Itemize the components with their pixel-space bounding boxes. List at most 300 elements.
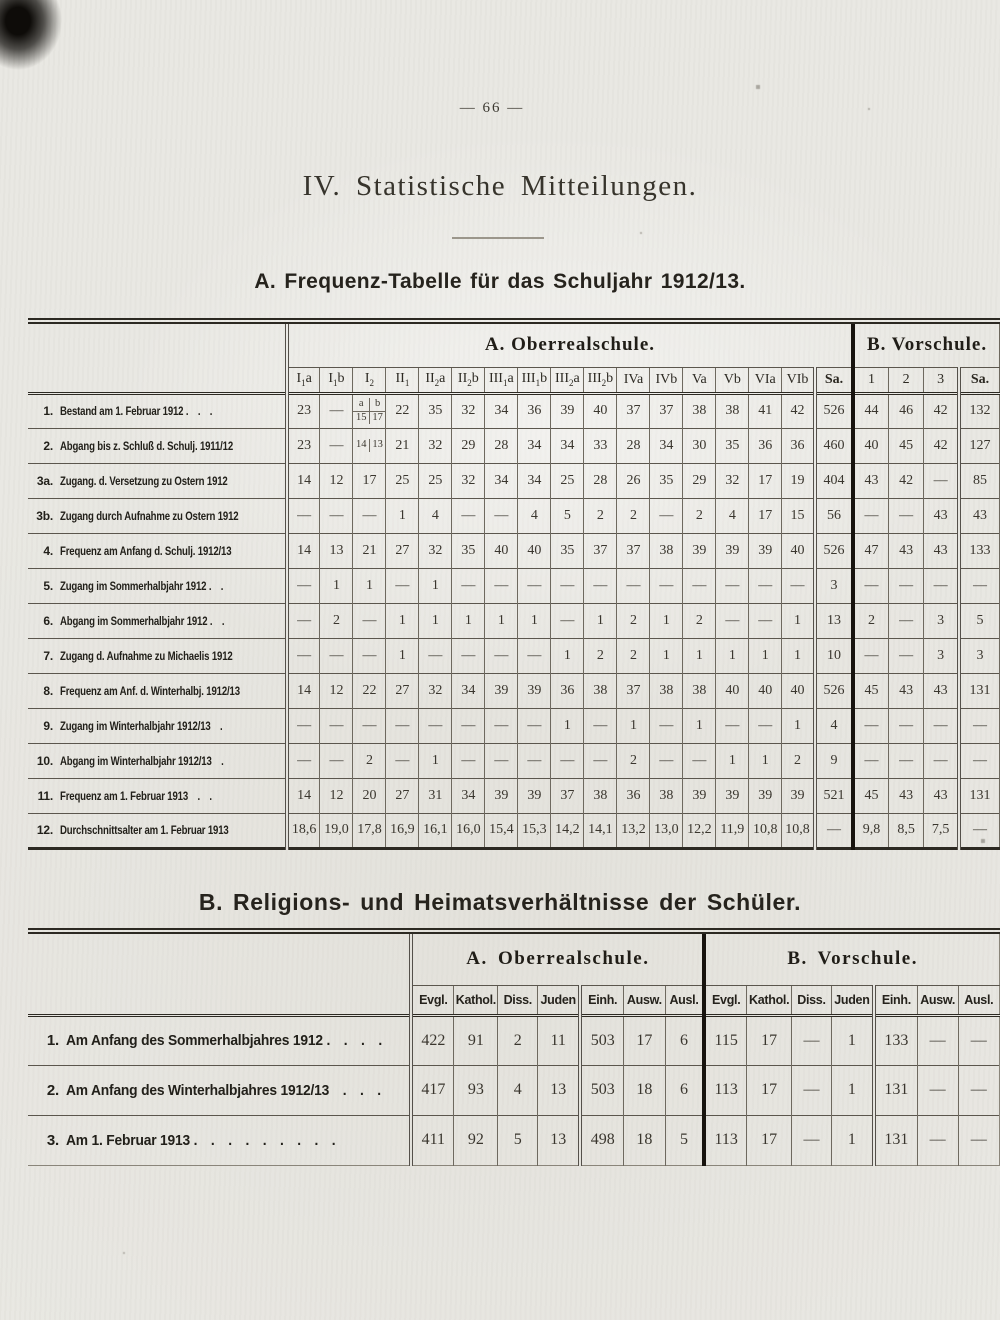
table-cell: 1: [386, 638, 419, 673]
table-cell: 36: [749, 428, 782, 463]
row-label: [28, 638, 287, 673]
table-cell: 113: [704, 1115, 746, 1165]
table-cell: 5: [959, 603, 999, 638]
table-cell: —: [617, 568, 650, 603]
table-cell: —: [518, 638, 551, 673]
table-cell: —: [287, 708, 320, 743]
table-cell: 36: [551, 673, 584, 708]
table-cell: 85: [959, 463, 999, 498]
table-cell: 132: [959, 393, 999, 428]
row-number: 1.: [46, 1032, 59, 1049]
table-cell: 93: [454, 1065, 498, 1115]
table-cell: 1: [650, 603, 683, 638]
row-label: [28, 393, 287, 428]
table-cell: 10: [815, 638, 853, 673]
table-cell: 411: [411, 1115, 453, 1165]
table-cell: 2: [617, 498, 650, 533]
table-cell: 2: [584, 498, 617, 533]
table-cell: 4: [815, 708, 853, 743]
table-cell: 11: [538, 1015, 581, 1065]
table-cell: 29: [452, 428, 485, 463]
column-header: VIa: [749, 367, 782, 393]
table-cell: 32: [716, 463, 749, 498]
table-cell: 1: [584, 603, 617, 638]
table-cell: 39: [749, 533, 782, 568]
column-header: 2: [888, 367, 923, 393]
table-cell: —: [386, 743, 419, 778]
table-cell: —: [320, 638, 353, 673]
table-cell: 1: [551, 638, 584, 673]
table-cell: —: [485, 708, 518, 743]
table-cell: —: [716, 603, 749, 638]
table-cell: 1: [749, 638, 782, 673]
table-cell: 1: [386, 603, 419, 638]
table-cell: 115: [704, 1015, 746, 1065]
table-cell: 34: [518, 428, 551, 463]
table-cell: 1: [320, 568, 353, 603]
table-cell: 1: [683, 708, 716, 743]
row-label-text: Zugang im Sommerhalbjahr 1912 . .: [60, 578, 224, 593]
table-cell: 526: [815, 673, 853, 708]
table-cell: —: [815, 813, 853, 848]
table-cell: 2: [683, 498, 716, 533]
table-cell: 37: [584, 533, 617, 568]
column-header: Diss.: [498, 985, 538, 1015]
table-cell: —: [959, 813, 999, 848]
table-cell: 39: [716, 533, 749, 568]
religion-table: [28, 928, 1000, 1166]
table-cell: 13,2: [617, 813, 650, 848]
column-header: $I_1a$: [287, 367, 320, 393]
table-cell: 9: [815, 743, 853, 778]
table-cell: —: [959, 568, 999, 603]
table-cell: —: [584, 708, 617, 743]
table-cell: —: [386, 708, 419, 743]
table-cell: 14: [287, 778, 320, 813]
table-cell: 1: [650, 638, 683, 673]
table-cell: 34: [551, 428, 584, 463]
row-label: [28, 708, 287, 743]
table-cell: —: [584, 568, 617, 603]
table-cell: —: [485, 743, 518, 778]
table-cell: 14,2: [551, 813, 584, 848]
table-cell: 43: [924, 778, 959, 813]
table-cell: —: [353, 603, 386, 638]
row-number: 2.: [46, 1081, 59, 1099]
table-cell: 33: [584, 428, 617, 463]
split-cell: a b 15 17: [353, 398, 385, 424]
column-header: $I_1b$: [320, 367, 353, 393]
table-cell: 38: [650, 533, 683, 568]
table-cell: —: [749, 603, 782, 638]
religion-table-title: B. Religions- und Heimatsverhältnisse der Schüler.: [198, 889, 802, 915]
table-row: [28, 708, 1000, 743]
row-label-text: Zugang durch Aufnahme zu Ostern 1912: [60, 508, 239, 523]
table-cell: 15: [782, 498, 815, 533]
row-label-text: Zugang im Winterhalbjahr 1912/13 .: [60, 718, 223, 733]
table-cell: 56: [815, 498, 853, 533]
table-cell: —: [386, 568, 419, 603]
table-cell: —: [452, 743, 485, 778]
row-number: 3.: [46, 1131, 59, 1149]
table-cell: 43: [888, 533, 923, 568]
table-cell: 1: [386, 498, 419, 533]
table-cell: 113: [704, 1065, 746, 1115]
table-cell: 503: [580, 1065, 623, 1115]
table-cell: 40: [853, 428, 888, 463]
table-cell: 417: [411, 1065, 453, 1115]
table-cell: 1: [452, 603, 485, 638]
table-cell: 40: [716, 673, 749, 708]
table-cell: 3: [924, 638, 959, 673]
table-cell: 2: [320, 603, 353, 638]
table-cell: 11,9: [716, 813, 749, 848]
table-cell: 422: [411, 1015, 453, 1065]
table-cell: 37: [617, 393, 650, 428]
table-cell: 36: [782, 428, 815, 463]
column-header: Einh.: [580, 985, 623, 1015]
table-cell: 39: [485, 673, 518, 708]
table-cell: —: [853, 568, 888, 603]
table-cell: 17: [747, 1115, 792, 1165]
table-cell: 9,8: [853, 813, 888, 848]
table-cell: —: [853, 708, 888, 743]
table-cell: 34: [452, 778, 485, 813]
table-cell: 37: [617, 533, 650, 568]
table-cell: 7,5: [924, 813, 959, 848]
table-cell: —: [353, 638, 386, 673]
table-cell: —: [792, 1115, 832, 1165]
table-cell: 133: [874, 1015, 917, 1065]
table-cell: —: [888, 568, 923, 603]
table-cell: 32: [419, 533, 452, 568]
table-cell: 40: [584, 393, 617, 428]
table-cell: 42: [782, 393, 815, 428]
table-cell: 1: [716, 743, 749, 778]
table-cell: 526: [815, 393, 853, 428]
table-cell: 44: [853, 393, 888, 428]
table-cell: 19,0: [320, 813, 353, 848]
row-label-text: Abgang bis z. Schluß d. Schulj. 1911/12: [60, 438, 234, 453]
table-cell: —: [958, 1115, 999, 1165]
table-cell: 18,6: [287, 813, 320, 848]
table-cell: 1: [485, 603, 518, 638]
table-cell: —: [650, 498, 683, 533]
table-cell: 1: [683, 638, 716, 673]
table-cell: 32: [419, 428, 452, 463]
table-cell: 40: [782, 673, 815, 708]
table-cell: 28: [617, 428, 650, 463]
table-cell: 32: [419, 673, 452, 708]
table-cell: 29: [683, 463, 716, 498]
table-cell: 39: [485, 778, 518, 813]
table-cell: 14,1: [584, 813, 617, 848]
table-cell: 3: [815, 568, 853, 603]
group-header-oberrealschule: A. Oberrealschule.: [287, 321, 853, 367]
row-label-text: Durchschnittsalter am 1. Februar 1913: [60, 823, 229, 837]
table-cell: —: [419, 708, 452, 743]
table-cell: 1: [716, 638, 749, 673]
table-cell: 43: [924, 673, 959, 708]
table-cell: —: [853, 638, 888, 673]
table-cell: 4: [419, 498, 452, 533]
table-row: [28, 1065, 1000, 1115]
row-number: 2.: [43, 438, 53, 453]
table-cell: —: [650, 708, 683, 743]
row-number: 1.: [43, 404, 53, 418]
column-header: Diss.: [792, 985, 832, 1015]
table-cell: 17: [747, 1015, 792, 1065]
table-cell: —: [353, 498, 386, 533]
table-cell: 27: [386, 533, 419, 568]
table-cell: 25: [551, 463, 584, 498]
table-cell: 20: [353, 778, 386, 813]
table-cell: 17: [624, 1015, 666, 1065]
row-number: 9.: [43, 718, 53, 733]
table-cell: 27: [386, 673, 419, 708]
column-header: Evgl.: [704, 985, 746, 1015]
table-cell: 1: [782, 603, 815, 638]
table-cell: —: [888, 498, 923, 533]
table-row: [28, 638, 1000, 673]
table-row: [28, 1015, 1000, 1065]
table-cell: 2: [617, 638, 650, 673]
column-header: Vb: [716, 367, 749, 393]
table-cell: 1: [782, 638, 815, 673]
column-header: Sa.: [959, 367, 999, 393]
table-cell: 28: [485, 428, 518, 463]
table-cell: —: [853, 498, 888, 533]
table-row: [28, 603, 1000, 638]
table-cell: 39: [716, 778, 749, 813]
table-cell: —: [924, 568, 959, 603]
table-cell: 17,8: [353, 813, 386, 848]
table-cell: 25: [419, 463, 452, 498]
table-cell: 1: [551, 708, 584, 743]
table-cell: 22: [353, 673, 386, 708]
table-cell: 45: [888, 428, 923, 463]
table-cell: —: [551, 568, 584, 603]
table-cell: —: [749, 708, 782, 743]
row-label: [28, 778, 287, 813]
table-cell: —: [287, 568, 320, 603]
table-cell: —: [287, 498, 320, 533]
table-cell: 1: [419, 568, 452, 603]
table-cell: —: [683, 743, 716, 778]
table-cell: 2: [617, 743, 650, 778]
column-header: Sa.: [815, 367, 853, 393]
table-cell: 2: [782, 743, 815, 778]
table-cell: —: [485, 638, 518, 673]
table-cell: —: [716, 708, 749, 743]
table-cell: 21: [386, 428, 419, 463]
table-cell: 35: [650, 463, 683, 498]
table-cell: —: [518, 708, 551, 743]
table-cell: 45: [853, 778, 888, 813]
table-cell: 27: [386, 778, 419, 813]
table-cell: 41: [749, 393, 782, 428]
row-number: 3b.: [36, 508, 53, 523]
table-row: [28, 1115, 1000, 1165]
row-label-text: Zugang. d. Versetzung zu Ostern 1912: [60, 473, 228, 488]
table-cell: 4: [716, 498, 749, 533]
row-label-text: Frequenz am 1. Februar 1913 . .: [60, 788, 212, 803]
column-header: Einh.: [874, 985, 917, 1015]
table-cell: 5: [551, 498, 584, 533]
table-cell: 5: [665, 1115, 704, 1165]
table-cell: 47: [853, 533, 888, 568]
table-cell: 42: [888, 463, 923, 498]
table-cell: 521: [815, 778, 853, 813]
table-cell: —: [853, 743, 888, 778]
table-cell: 34: [518, 463, 551, 498]
table-cell: 15,4: [485, 813, 518, 848]
table-cell: —: [888, 638, 923, 673]
row-label: [28, 603, 287, 638]
table-cell: —: [792, 1065, 832, 1115]
row-label: [28, 1115, 411, 1165]
row-number: 6.: [43, 613, 53, 628]
table-cell: 127: [959, 428, 999, 463]
table-cell: 43: [853, 463, 888, 498]
table-row: [28, 673, 1000, 708]
row-label-text: Am 1. Februar 1913 . . . . . . . . .: [66, 1131, 336, 1149]
table-cell: 2: [353, 743, 386, 778]
column-header: Juden: [831, 985, 874, 1015]
frequency-table-title: A. Frequenz-Tabelle für das Schuljahr 1912/13.: [254, 270, 746, 293]
column-header: IVb: [650, 367, 683, 393]
table-cell: 18: [624, 1065, 666, 1115]
column-header: $III_1a$: [485, 367, 518, 393]
table-cell: 1: [419, 743, 452, 778]
table-cell: 38: [683, 393, 716, 428]
table-cell: 39: [749, 778, 782, 813]
table-cell: —: [716, 568, 749, 603]
row-label-text: Am Anfang des Winterhalbjahres 1912/13 . . .: [66, 1081, 381, 1099]
table-cell: 39: [683, 778, 716, 813]
table-cell: 1: [782, 708, 815, 743]
table-cell: 38: [650, 673, 683, 708]
table-cell: 1: [831, 1115, 874, 1165]
table-cell: 30: [683, 428, 716, 463]
table-cell: 36: [518, 393, 551, 428]
table-cell: 38: [584, 778, 617, 813]
table-cell: —: [320, 428, 353, 463]
row-number: 3a.: [36, 473, 53, 488]
column-header: Kathol.: [454, 985, 498, 1015]
table-cell: —: [485, 498, 518, 533]
table-cell: —: [551, 743, 584, 778]
table-cell: —: [584, 743, 617, 778]
table-cell: 4: [518, 498, 551, 533]
column-header: $III_2b$: [584, 367, 617, 393]
table-cell: 1: [419, 603, 452, 638]
table-cell: —: [917, 1065, 958, 1115]
row-label: [28, 673, 287, 708]
table-cell: 2: [683, 603, 716, 638]
frequency-table: [28, 318, 1000, 850]
table-cell: 38: [683, 673, 716, 708]
table-cell: 13,0: [650, 813, 683, 848]
row-label: [28, 1065, 411, 1115]
table-cell: 46: [888, 393, 923, 428]
table-cell: —: [452, 708, 485, 743]
table-row: [28, 393, 1000, 428]
table-cell: —: [959, 743, 999, 778]
table-cell: 28: [584, 463, 617, 498]
table-cell: 5: [498, 1115, 538, 1165]
table-cell: 40: [518, 533, 551, 568]
table-cell: —: [959, 708, 999, 743]
column-header: $II_1$: [386, 367, 419, 393]
table-cell: 1: [353, 568, 386, 603]
table-cell: —: [888, 603, 923, 638]
column-header: Ausl.: [958, 985, 999, 1015]
table-cell: —: [749, 568, 782, 603]
table-cell: 34: [485, 463, 518, 498]
row-label-text: Bestand am 1. Februar 1912 . . .: [60, 404, 213, 418]
table-row: [28, 498, 1000, 533]
table-cell: 4: [498, 1065, 538, 1115]
table-cell: —: [650, 743, 683, 778]
table-cell: —: [320, 708, 353, 743]
table-cell: —: [958, 1065, 999, 1115]
split-cell: 14 13: [353, 439, 385, 452]
table-cell: 92: [454, 1115, 498, 1165]
table-row: [28, 778, 1000, 813]
table-cell: 14: [287, 673, 320, 708]
group-header-vorschule: B. Vorschule.: [704, 931, 999, 985]
table-cell: 35: [551, 533, 584, 568]
table-cell: 131: [959, 673, 999, 708]
table-cell: 39: [683, 533, 716, 568]
row-number: 7.: [43, 648, 53, 663]
column-header: $III_2a$: [551, 367, 584, 393]
row-number: 11.: [37, 788, 53, 803]
table-row: [28, 813, 1000, 848]
row-number: 4.: [43, 543, 53, 558]
table-cell: —: [792, 1015, 832, 1065]
title-divider: [452, 237, 544, 239]
table-cell: 91: [454, 1015, 498, 1065]
table-cell: 45: [853, 673, 888, 708]
table-cell: 42: [924, 428, 959, 463]
table-cell: —: [287, 603, 320, 638]
column-header: Ausw.: [624, 985, 666, 1015]
row-label: [28, 428, 287, 463]
scan-artifact-specks: [0, 0, 2, 2]
table-row: [28, 463, 1000, 498]
row-number: 10.: [36, 753, 53, 768]
scan-artifact-corner: [0, 0, 62, 70]
table-cell: 37: [650, 393, 683, 428]
table-cell: 12: [320, 778, 353, 813]
row-label-text: Abgang im Sommerhalbjahr 1912 . .: [60, 613, 225, 628]
table-cell: 1: [831, 1065, 874, 1115]
table-cell: 2: [617, 603, 650, 638]
table-cell: 31: [419, 778, 452, 813]
table-cell: —: [320, 393, 353, 428]
table-cell: —: [320, 743, 353, 778]
table-cell: 43: [924, 533, 959, 568]
table-cell: 12: [320, 673, 353, 708]
table-cell: —: [287, 743, 320, 778]
table-cell: 13: [815, 603, 853, 638]
table-cell: 23: [287, 428, 320, 463]
table-cell: 39: [551, 393, 584, 428]
table-cell: 39: [518, 778, 551, 813]
table-cell: 39: [518, 673, 551, 708]
